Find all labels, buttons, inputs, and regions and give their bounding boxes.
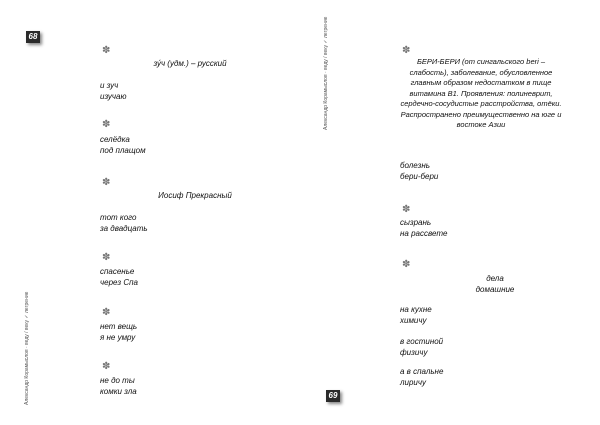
stanza: не до ты комки зла [100, 376, 137, 396]
stanza: нет вещь я не умру [100, 322, 138, 342]
page-number-badge: 69 [326, 390, 340, 402]
stanza: спасенье через Спа [100, 267, 138, 287]
stanza: сызрань на рассвете [400, 218, 448, 238]
flower-ornament-icon: ✽ [102, 119, 111, 130]
running-head: Александр Корамыслов · веду / веку ✓ легрение [323, 16, 329, 130]
poem-title: Иосиф Прекрасный [158, 191, 232, 200]
flower-ornament-icon: ✽ [402, 259, 411, 270]
flower-ornament-icon: ✽ [102, 307, 111, 318]
stanza: в гостиной физичу [400, 337, 444, 357]
flower-ornament-icon: ✽ [102, 45, 111, 56]
flower-ornament-icon: ✽ [402, 204, 411, 215]
stanza: тот кого за двадцать [100, 213, 148, 233]
running-head: Александр Корамыслов · веду / веку ✓ легрение [24, 291, 30, 405]
right-page [300, 0, 600, 425]
flower-ornament-icon: ✽ [102, 361, 111, 372]
stanza: болезнь бери-бери [400, 161, 439, 181]
stanza: а в спальне лиричу [400, 367, 444, 387]
flower-ornament-icon: ✽ [102, 177, 111, 188]
stanza: на кухне химичу [400, 305, 432, 325]
definition-paragraph: БЕРИ-БЕРИ (от сингальского beri – слабость), заболевание, обусловленное главным образом недостатком в пище витамина B1. Проявления: полиневрит, сердечно-сосудистые расстройства, отёки. Распространено преимущественно на юге и востоке Азии [400, 57, 562, 129]
page-number-badge: 68 [26, 31, 40, 43]
flower-ornament-icon: ✽ [102, 252, 111, 263]
flower-ornament-icon: ✽ [402, 45, 411, 56]
section-title: дела домашние [475, 274, 515, 294]
stanza: селёдка под плащом [100, 135, 146, 155]
stanza: и зуч изучаю [100, 81, 127, 101]
poem-title: зу́ч (удм.) – русский [153, 59, 227, 68]
